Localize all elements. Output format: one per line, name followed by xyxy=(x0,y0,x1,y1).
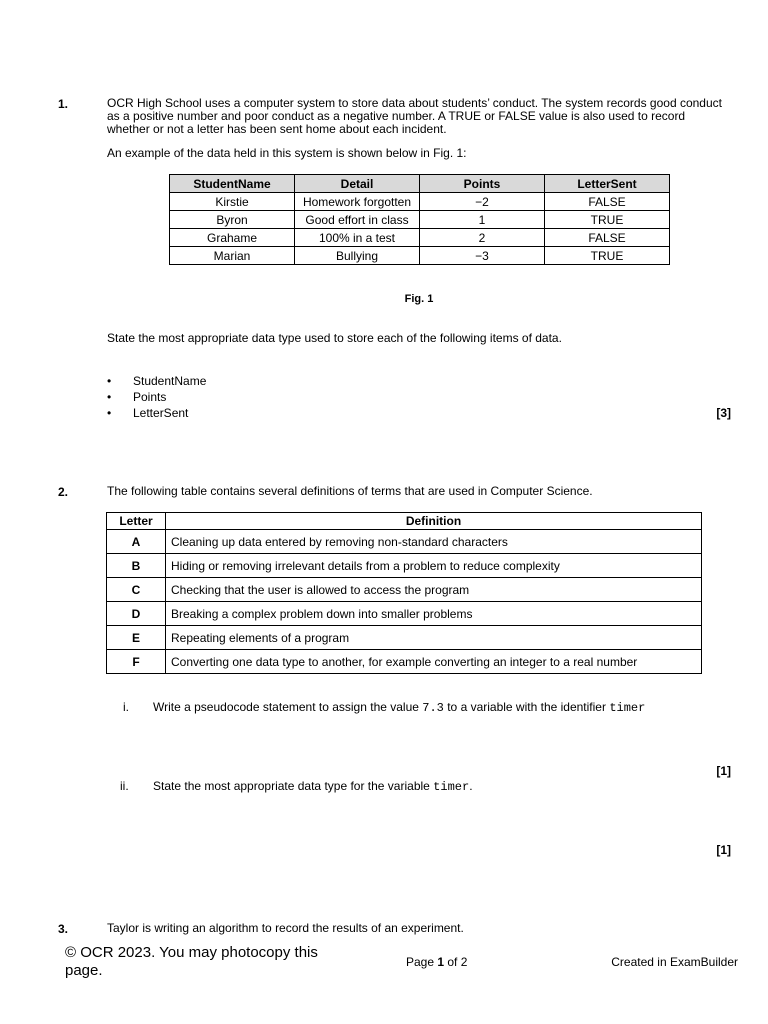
list-item xyxy=(107,390,166,404)
table-cell: 2 xyxy=(420,229,545,247)
table-cell: Homework forgotten xyxy=(295,193,420,211)
footer-page-number xyxy=(406,955,467,969)
table-cell: −2 xyxy=(420,193,545,211)
table-cell: TRUE xyxy=(545,247,670,265)
table-row xyxy=(170,193,670,211)
q2-part-ii-text-a: State the most appropriate data type for the variable xyxy=(153,779,434,793)
q2-part-ii-text xyxy=(153,780,473,794)
table-row xyxy=(107,602,702,626)
definition-letter: A xyxy=(107,530,166,554)
q2-part-ii-text-b: . xyxy=(469,779,473,793)
bullet-icon: • xyxy=(107,374,112,388)
table-cell: FALSE xyxy=(545,193,670,211)
q3-number: 3. xyxy=(58,922,69,936)
table-cell: Bullying xyxy=(295,247,420,265)
table-row xyxy=(107,626,702,650)
q2-col-header: Definition xyxy=(166,513,702,530)
table-cell: Marian xyxy=(170,247,295,265)
fig-caption: Fig. 1 xyxy=(404,293,434,305)
q2-part-ii-label: ii. xyxy=(120,779,129,793)
q2-part-i-text xyxy=(153,701,645,715)
definition-text: Cleaning up data entered by removing non-standard characters xyxy=(166,530,702,554)
table-row xyxy=(107,650,702,674)
bullet-text: StudentName xyxy=(133,374,207,388)
definition-letter: F xyxy=(107,650,166,674)
table-cell: 100% in a test xyxy=(295,229,420,247)
definition-letter: E xyxy=(107,626,166,650)
page-prefix: Page xyxy=(406,955,438,969)
page-current: 1 xyxy=(437,955,445,969)
q1-question: State the most appropriate data type used to store each of the following items of data. xyxy=(107,331,562,345)
q2-col-header: Letter xyxy=(107,513,166,530)
code-identifier: timer xyxy=(609,701,646,715)
definition-text: Converting one data type to another, for example converting an integer to a real number xyxy=(166,650,702,674)
table-cell: TRUE xyxy=(545,211,670,229)
table-cell: 1 xyxy=(420,211,545,229)
q2-number: 2. xyxy=(58,485,69,499)
table-row xyxy=(170,211,670,229)
definition-text: Breaking a complex problem down into smaller problems xyxy=(166,602,702,626)
q1-table xyxy=(169,174,670,265)
page-middle: of xyxy=(444,955,461,969)
list-item xyxy=(107,374,206,388)
definition-letter: D xyxy=(107,602,166,626)
q2-part-i-label: i. xyxy=(123,700,129,714)
table-row xyxy=(170,247,670,265)
q1-col-header: Detail xyxy=(295,175,420,193)
table-row xyxy=(107,530,702,554)
q2-table xyxy=(106,512,702,674)
table-cell: Good effort in class xyxy=(295,211,420,229)
code-value: 7.3 xyxy=(422,701,444,715)
table-cell: −3 xyxy=(420,247,545,265)
q2-intro: The following table contains several definitions of terms that are used in Computer Science. xyxy=(107,484,593,498)
bullet-text: LetterSent xyxy=(133,406,189,420)
q1-marks: [3] xyxy=(716,406,731,420)
q1-table-header-row xyxy=(170,175,670,193)
definition-letter: B xyxy=(107,554,166,578)
q2-table-header-row xyxy=(107,513,702,530)
q2-part-i-text-a: Write a pseudocode statement to assign the value xyxy=(153,700,423,714)
footer-copyright: © OCR 2023. You may photocopy this page. xyxy=(65,944,318,979)
list-item xyxy=(107,406,188,420)
code-identifier: timer xyxy=(433,780,470,794)
q1-number: 1. xyxy=(58,97,69,111)
q1-col-header: LetterSent xyxy=(545,175,670,193)
table-cell: Grahame xyxy=(170,229,295,247)
table-row xyxy=(170,229,670,247)
q1-example-text: An example of the data held in this system is shown below in Fig. 1: xyxy=(107,146,467,160)
bullet-icon: • xyxy=(107,390,112,404)
q2-part-i-marks: [1] xyxy=(716,764,731,778)
footer-created: Created in ExamBuilder xyxy=(611,955,738,969)
bullet-text: Points xyxy=(133,390,167,404)
q1-col-header: StudentName xyxy=(170,175,295,193)
q1-intro: OCR High School uses a computer system to store data about students’ conduct. The system records good conduct as a positive number and poor conduct as a negative number. A TRUE or FALSE value is also used to record whether or not a letter has been sent home about each incident. xyxy=(107,96,722,136)
table-cell: Byron xyxy=(170,211,295,229)
definition-letter: C xyxy=(107,578,166,602)
definition-text: Hiding or removing irrelevant details from a problem to reduce complexity xyxy=(166,554,702,578)
definition-text: Repeating elements of a program xyxy=(166,626,702,650)
table-row xyxy=(107,578,702,602)
page-total: 2 xyxy=(460,955,468,969)
q3-intro: Taylor is writing an algorithm to record the results of an experiment. xyxy=(107,921,464,935)
definition-text: Checking that the user is allowed to access the program xyxy=(166,578,702,602)
table-row xyxy=(107,554,702,578)
table-cell: FALSE xyxy=(545,229,670,247)
table-cell: Kirstie xyxy=(170,193,295,211)
q1-col-header: Points xyxy=(420,175,545,193)
q2-part-i-text-b: to a variable with the identifier xyxy=(443,700,610,714)
bullet-icon: • xyxy=(107,406,112,420)
q2-part-ii-marks: [1] xyxy=(716,843,731,857)
